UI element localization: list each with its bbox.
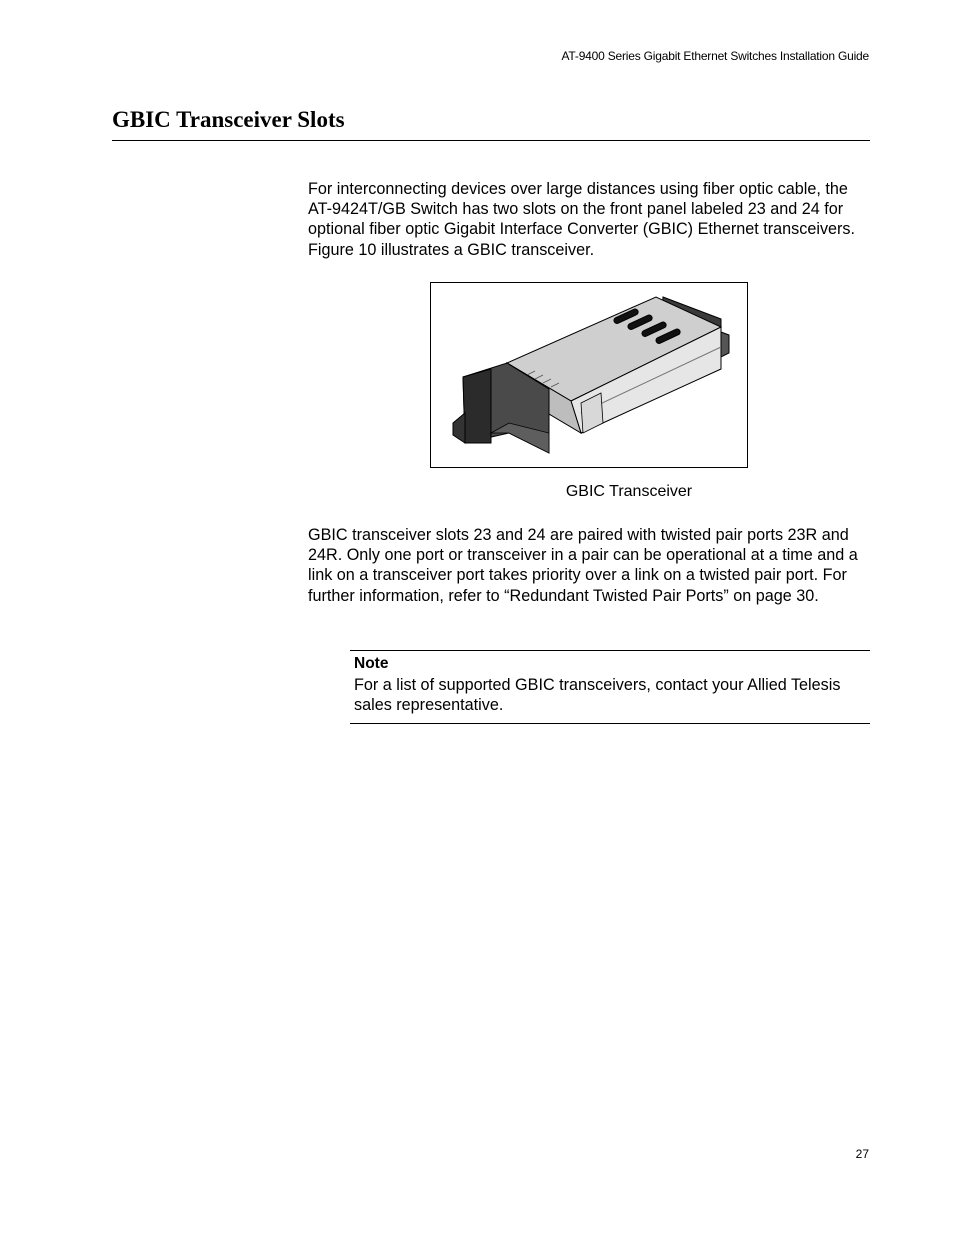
- note-text: For a list of supported GBIC transceivers, contact your Allied Telesis sales representative.: [354, 676, 841, 715]
- note-box: [350, 650, 870, 724]
- page-number: 27: [855, 1147, 869, 1161]
- figure-caption: GBIC Transceiver: [565, 483, 693, 500]
- gbic-transceiver-figure: [430, 282, 748, 468]
- title-rule: [112, 140, 870, 141]
- running-header: AT-9400 Series Gigabit Ethernet Switches Installation Guide: [561, 49, 869, 63]
- intro-paragraph: For interconnecting devices over large distances using fiber optic cable, the AT-9424T/GB Switch has two slots on the front panel labeled 23 and 24 for optional fiber optic Gigabit Interface Converter (GBIC) Ethernet transceivers. Figure 10 illustrates a GBIC transceiver.: [308, 180, 856, 259]
- note-title: Note: [354, 655, 389, 672]
- section-title: GBIC Transceiver Slots: [112, 107, 345, 132]
- gbic-transceiver-illustration: [431, 283, 747, 467]
- slots-paragraph: GBIC transceiver slots 23 and 24 are paired with twisted pair ports 23R and 24R. Only one port or transceiver in a pair can be operational at a time and a link on a transceiver port takes priority over a link on a twisted pair port. For further information, refer to “Redundant Twisted Pair Ports” on page 30.: [308, 526, 858, 605]
